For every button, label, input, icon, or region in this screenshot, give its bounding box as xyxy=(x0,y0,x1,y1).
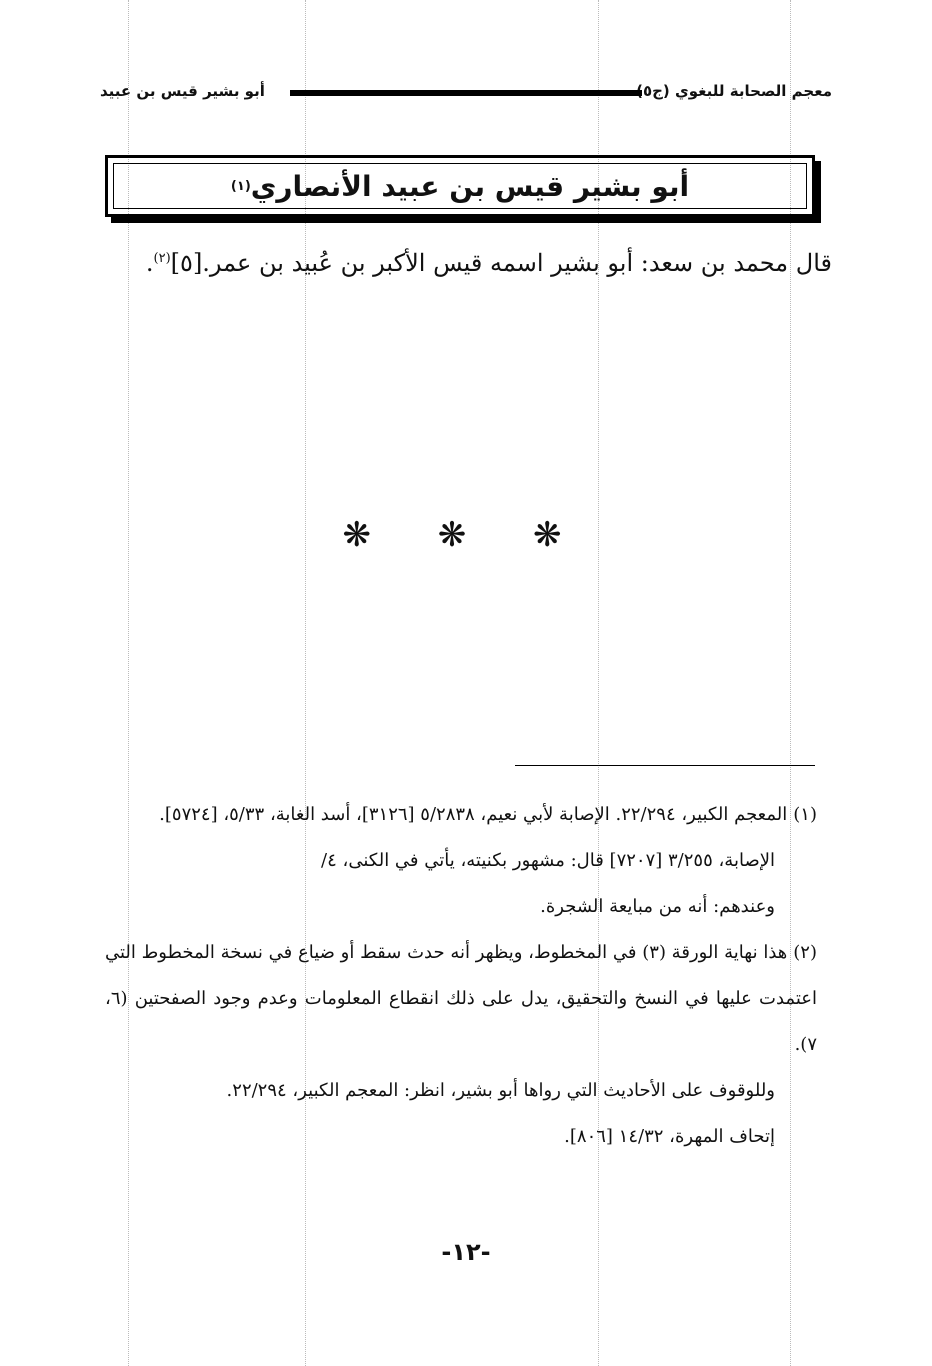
footnote-separator xyxy=(515,765,815,766)
title-footnote-ref: (١) xyxy=(230,178,251,194)
footnote-continuation: الإصابة، ٣/٢٥٥ [٧٢٠٧] قال: مشهور بكنيته، يأتي في الكنى، ٤/ xyxy=(321,850,775,871)
chapter-title: أبو بشير قيس بن عبيد الأنصاري xyxy=(250,169,690,203)
footnote-item xyxy=(105,930,817,1068)
main-paragraph xyxy=(105,232,832,290)
book-title: معجم الصحابة للبغوي (ج٥ xyxy=(642,82,832,100)
header-rule xyxy=(290,90,642,96)
footnote-continuation: وعندهم: أنه من مبايعة الشجرة. xyxy=(540,896,775,917)
section-ornament: ❋ ❋ ❋ xyxy=(342,515,590,555)
paragraph-text: قال محمد بن سعد: أبو بشير اسمه قيس الأكبر بن عُبيد بن عمر.[٥] xyxy=(170,249,832,277)
footnote-number: (٢) xyxy=(793,942,817,963)
footnote-item xyxy=(105,792,817,838)
title-frame-inner xyxy=(113,163,807,209)
footnote-text: المعجم الكبير، ٢٢/٢٩٤. الإصابة لأبي نعيم، ٥/٢٨٣٨ [٣١٢٦]، أسد الغابة، ٥/٣٣، [٥٧٢٤]. xyxy=(159,804,788,825)
paragraph-footnote-ref: (٢) xyxy=(153,251,171,266)
footnote-continuation: إتحاف المهرة، ١٤/٣٢ [٨٠٦]. xyxy=(564,1126,775,1147)
page-number: -١٢- xyxy=(441,1238,491,1266)
footnote-number: (١) xyxy=(793,804,817,825)
footnote-text: هذا نهاية الورقة (٣) في المخطوط، ويظهر أنه حدث سقط أو ضياع في نسخة المخطوط التي اعتمدت عليها في النسخ والتحقيق، يدل على ذلك انقطاع المعلومات وعدم وجود الصفحتين (٦، ٧). xyxy=(105,942,817,1055)
footnotes xyxy=(105,792,817,1160)
paragraph-end: . xyxy=(145,249,154,277)
footnote-continuation: وللوقوف على الأحاديث التي رواها أبو بشير، انظر: المعجم الكبير، ٢٢/٢٩٤. xyxy=(226,1080,775,1101)
running-header xyxy=(100,80,832,110)
section-title: أبو بشير قيس بن عبيد xyxy=(100,82,265,100)
title-frame xyxy=(105,155,815,217)
